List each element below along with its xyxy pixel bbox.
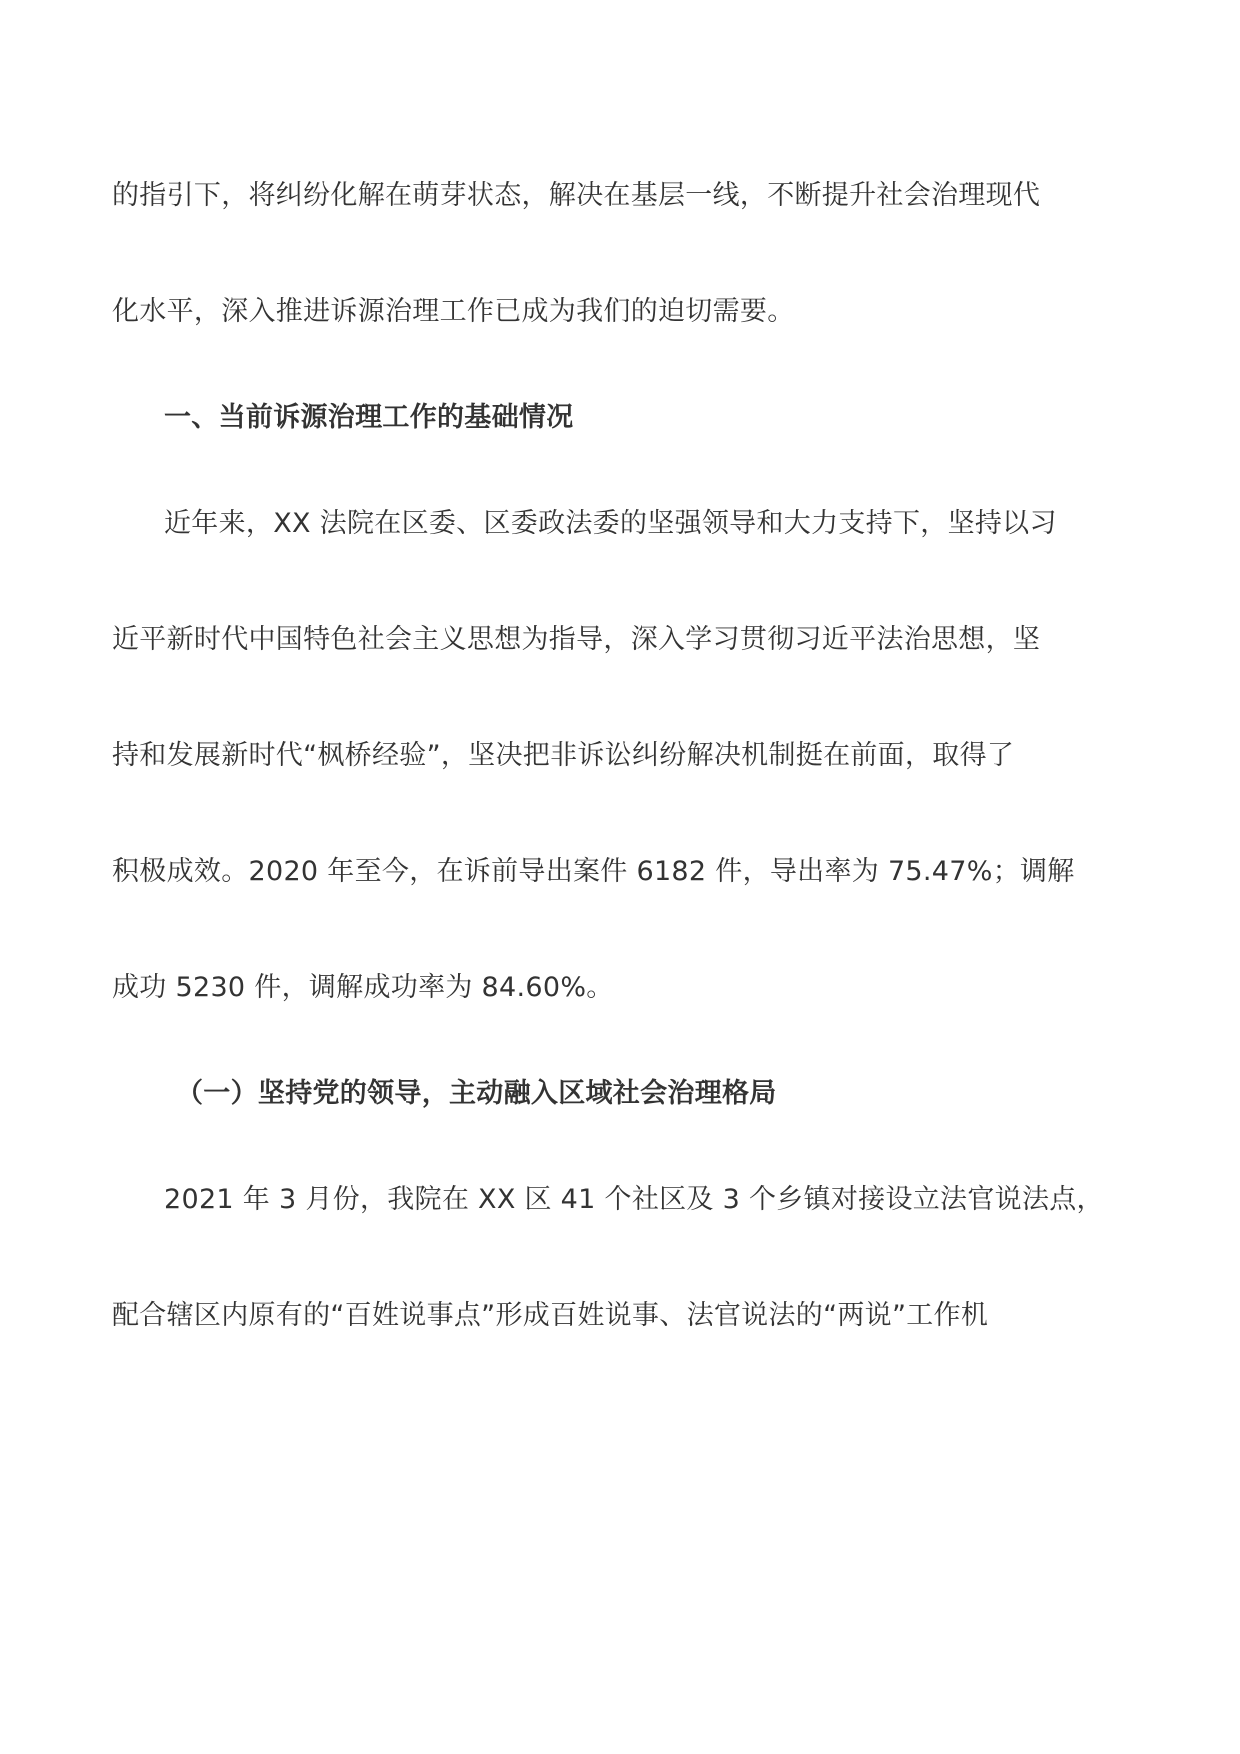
paragraph-line: 成功 5230 件，调解成功率为 84.60%。 <box>112 972 614 1003</box>
paragraph-line: 2021 年 3 月份，我院在 XX 区 41 个社区及 3 个乡镇对接设立法官说法点， <box>164 1184 1104 1215</box>
section-heading: 一、当前诉源治理工作的基础情况 <box>164 402 574 433</box>
paragraph-line: 积极成效。2020 年至今，在诉前导出案件 6182 件，导出率为 75.47%；调解 <box>112 856 1075 887</box>
paragraph-line: 配合辖区内原有的“百姓说事点”形成百姓说事、法官说法的“两说”工作机 <box>112 1300 989 1331</box>
subsection-heading: （一）坚持党的领导，主动融入区域社会治理格局 <box>176 1078 777 1109</box>
paragraph-line: 的指引下，将纠纷化解在萌芽状态，解决在基层一线，不断提升社会治理现代 <box>112 180 1041 211</box>
paragraph-line: 化水平，深入推进诉源治理工作已成为我们的迫切需要。 <box>112 296 795 327</box>
paragraph-line: 近年来，XX 法院在区委、区委政法委的坚强领导和大力支持下，坚持以习 <box>164 508 1057 539</box>
paragraph-line: 近平新时代中国特色社会主义思想为指导，深入学习贯彻习近平法治思想，坚 <box>112 624 1041 655</box>
paragraph-line: 持和发展新时代“枫桥经验”，坚决把非诉讼纠纷解决机制挺在前面，取得了 <box>112 740 1015 771</box>
